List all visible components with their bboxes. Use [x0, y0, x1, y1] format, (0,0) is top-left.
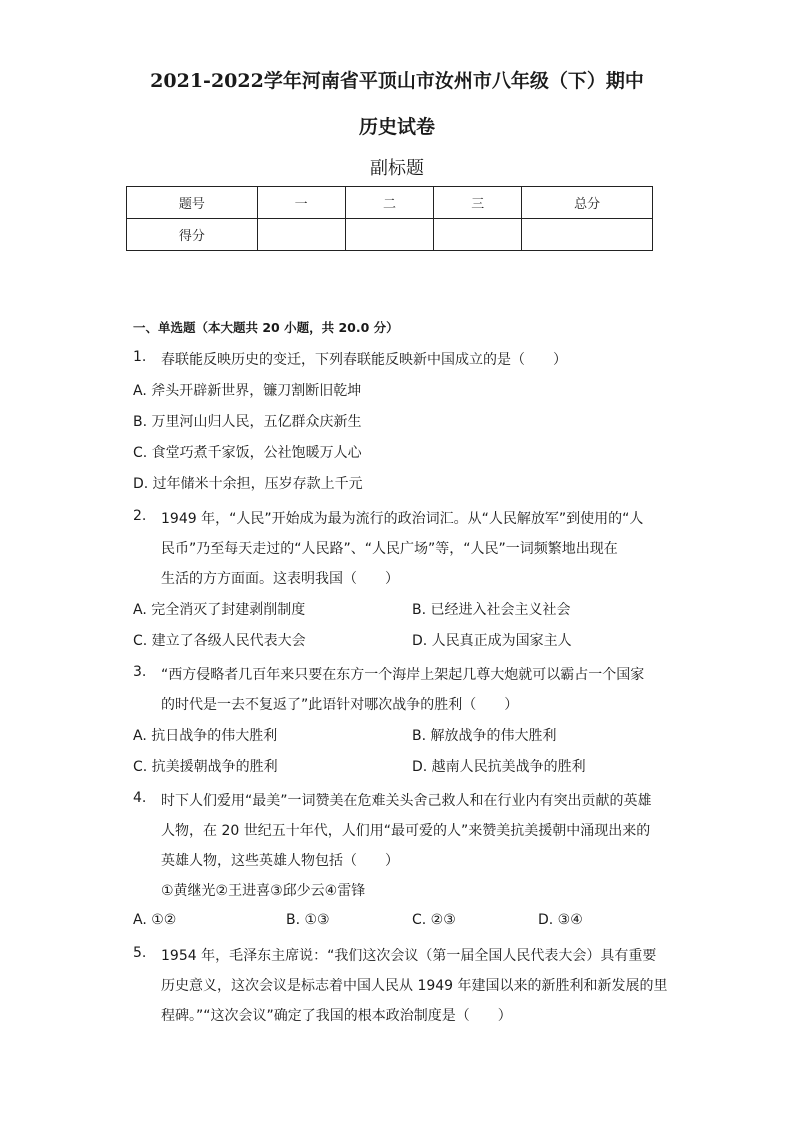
option-b: B. 已经进入社会主义社会	[412, 602, 571, 618]
question-stem-line: ①黄继光②王进喜③邱少云④雷锋	[161, 883, 366, 899]
question-number: 1.	[133, 349, 147, 365]
score-cell	[345, 219, 434, 251]
question-stem-line: 历史意义，这次会议是标志着中国人民从 1949 年建国以来的新胜利和新发展的里	[161, 978, 668, 994]
option-c: C. ②③	[412, 912, 456, 928]
option-d: D. 人民真正成为国家主人	[412, 633, 572, 649]
option-a: A. 抗日战争的伟大胜利	[133, 728, 278, 744]
option-d: D. 越南人民抗美战争的胜利	[412, 759, 586, 775]
option-d: D. ③④	[538, 912, 583, 928]
question-stem-line: 英雄人物，这些英雄人物包括（ ）	[161, 853, 399, 869]
exam-title-line1: 2021-2022学年河南省平顶山市汝州市八年级（下）期中	[150, 70, 644, 92]
option-b: B. 万里河山归人民，五亿群众庆新生	[133, 414, 362, 430]
exam-title-line2: 历史试卷	[358, 116, 435, 138]
score-table-header-row	[127, 187, 653, 219]
score-cell	[522, 219, 653, 251]
score-table	[126, 186, 653, 251]
question-stem-line: 1954 年，毛泽东主席说：“我们这次会议（第一届全国人民代表大会）具有重要	[161, 948, 657, 964]
question-number: 4.	[133, 790, 147, 806]
question-stem-line: 人物，在 20 世纪五十年代，人们用“最可爱的人”来赞美抗美援朝中涌现出来的	[161, 823, 651, 839]
score-header-cell: 二	[345, 187, 434, 219]
score-cell	[434, 219, 522, 251]
section-heading: 一、单选题（本大题共 20 小题，共 20.0 分）	[133, 320, 399, 335]
score-header-cell: 总分	[522, 187, 653, 219]
question-number: 5.	[133, 945, 147, 961]
option-c: C. 食堂巧煮千家饭，公社饱暖万人心	[133, 445, 362, 461]
question-stem-line: 春联能反映历史的变迁，下列春联能反映新中国成立的是（ ）	[161, 352, 567, 368]
score-cell	[257, 219, 345, 251]
option-d: D. 过年储米十余担，压岁存款上千元	[133, 476, 363, 492]
option-a: A. 完全消灭了封建剥削制度	[133, 602, 306, 618]
question-number: 3.	[133, 664, 147, 680]
score-header-cell: 三	[434, 187, 522, 219]
option-c: C. 建立了各级人民代表大会	[133, 633, 306, 649]
option-b: B. ①③	[286, 912, 330, 928]
score-row-label: 得分	[127, 219, 258, 251]
question-stem-line: 生活的方方面面。这表明我国（ ）	[161, 571, 399, 587]
score-header-cell: 一	[257, 187, 345, 219]
question-stem-line: “西方侵略者几百年来只要在东方一个海岸上架起几尊大炮就可以霸占一个国家	[161, 667, 645, 683]
question-stem-line: 程碑。”“这次会议”确定了我国的根本政治制度是（ ）	[161, 1008, 512, 1024]
question-stem-line: 的时代是一去不复返了”此语针对哪次战争的胜利（ ）	[161, 697, 519, 713]
exam-subtitle: 副标题	[370, 158, 424, 179]
question-number: 2.	[133, 508, 147, 524]
score-table-score-row	[127, 219, 653, 251]
option-a: A. 斧头开辟新世界，镰刀割断旧乾坤	[133, 383, 362, 399]
score-header-cell: 题号	[127, 187, 258, 219]
question-stem-line: 1949 年，“人民”开始成为最为流行的政治词汇。从“人民解放军”到使用的“人	[161, 511, 644, 527]
option-a: A. ①②	[133, 912, 177, 928]
option-b: B. 解放战争的伟大胜利	[412, 728, 557, 744]
question-stem-line: 时下人们爱用“最美”一词赞美在危难关头舍己救人和在行业内有突出贡献的英雄	[161, 793, 652, 809]
question-stem-line: 民币”乃至每天走过的“人民路”、“人民广场”等，“人民”一词频繁地出现在	[161, 541, 618, 557]
option-c: C. 抗美援朝战争的胜利	[133, 759, 278, 775]
